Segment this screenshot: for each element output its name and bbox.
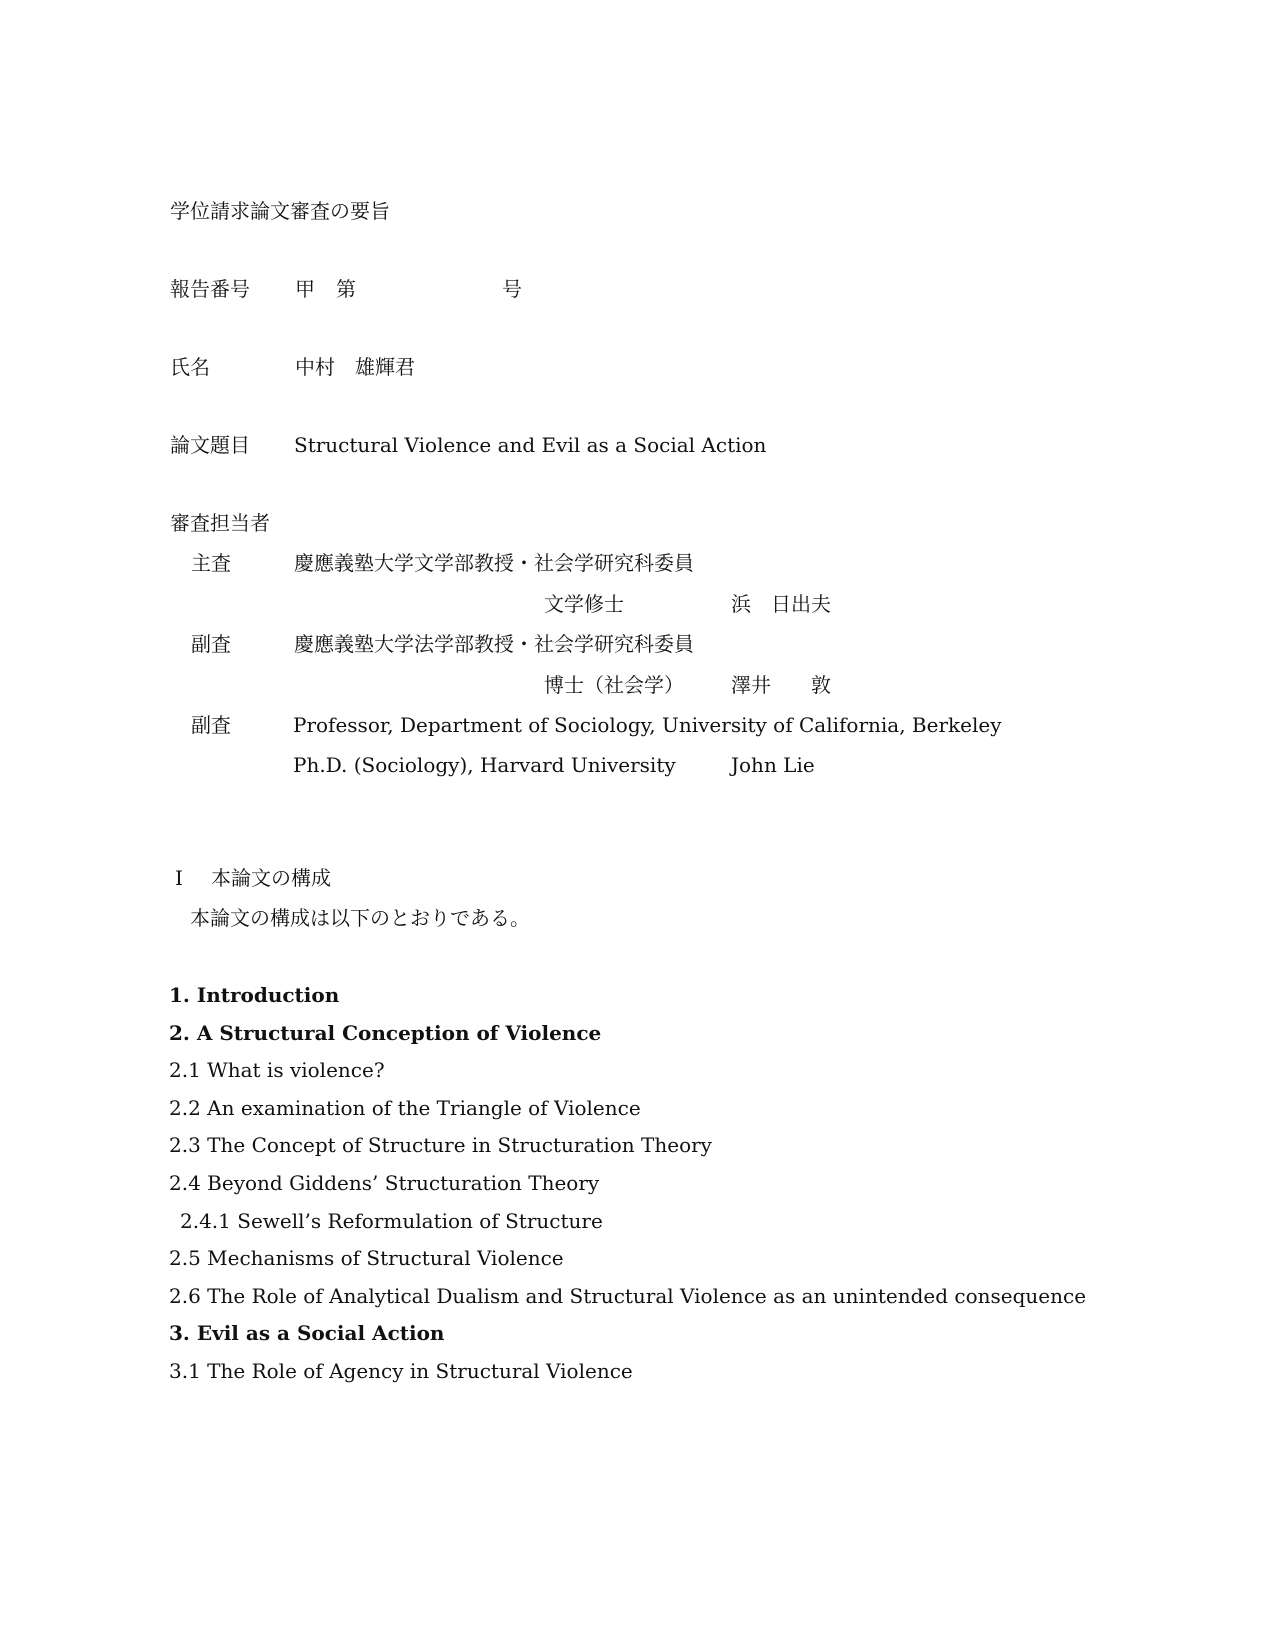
sub2-name: John Lie bbox=[731, 753, 815, 777]
toc-item: 2.3 The Concept of Structure in Structuration Theory bbox=[169, 1133, 712, 1158]
sub1-degree: 博士（社会学） bbox=[544, 673, 684, 697]
section-heading: 本論文の構成 bbox=[211, 866, 331, 890]
report-kou: 甲 bbox=[295, 277, 315, 301]
name-value: 中村 雄輝君 bbox=[295, 355, 415, 379]
sub1-affiliation: 慶應義塾大学法学部教授・社会学研究科委員 bbox=[294, 632, 694, 656]
document-title: 学位請求論文審査の要旨 bbox=[170, 199, 390, 223]
chief-role: 主査 bbox=[191, 551, 231, 575]
section-intro: 本論文の構成は以下のとおりである。 bbox=[190, 906, 530, 930]
toc-item: 2.4 Beyond Giddens’ Structuration Theory bbox=[169, 1171, 600, 1195]
toc-item: 3. Evil as a Social Action bbox=[169, 1321, 445, 1346]
report-number-label: 報告番号 bbox=[170, 277, 250, 301]
sub1-role: 副査 bbox=[191, 632, 231, 656]
report-dai: 第 bbox=[336, 277, 356, 301]
examiners-label: 審査担当者 bbox=[170, 511, 270, 535]
report-gou: 号 bbox=[502, 277, 522, 301]
sub2-degree: Ph.D. (Sociology), Harvard University bbox=[293, 753, 676, 777]
chief-degree: 文学修士 bbox=[544, 592, 624, 616]
sub1-name: 澤井 敦 bbox=[731, 673, 831, 697]
thesis-title: Structural Violence and Evil as a Social Action bbox=[294, 433, 767, 457]
toc-item: 2.1 What is violence? bbox=[169, 1058, 385, 1083]
thesis-label: 論文題目 bbox=[170, 433, 250, 457]
name-label: 氏名 bbox=[170, 355, 210, 379]
toc-item: 1. Introduction bbox=[169, 983, 340, 1007]
toc-item: 2. A Structural Conception of Violence bbox=[169, 1020, 602, 1045]
toc-item: 2.2 An examination of the Triangle of Violence bbox=[169, 1095, 641, 1120]
toc-item: 2.5 Mechanisms of Structural Violence bbox=[169, 1246, 564, 1271]
sub2-affiliation: Professor, Department of Sociology, University of California, Berkeley bbox=[293, 713, 1002, 737]
toc-item: 2.6 The Role of Analytical Dualism and Structural Violence as an unintended consequence bbox=[169, 1283, 1087, 1308]
chief-affiliation: 慶應義塾大学文学部教授・社会学研究科委員 bbox=[294, 551, 694, 575]
toc-item: 3.1 The Role of Agency in Structural Violence bbox=[169, 1359, 633, 1383]
sub2-role: 副査 bbox=[191, 713, 231, 737]
section-number: Ⅰ bbox=[175, 866, 183, 890]
toc-item: 2.4.1 Sewell’s Reformulation of Structure bbox=[180, 1208, 603, 1233]
chief-name: 浜 日出夫 bbox=[731, 592, 831, 616]
